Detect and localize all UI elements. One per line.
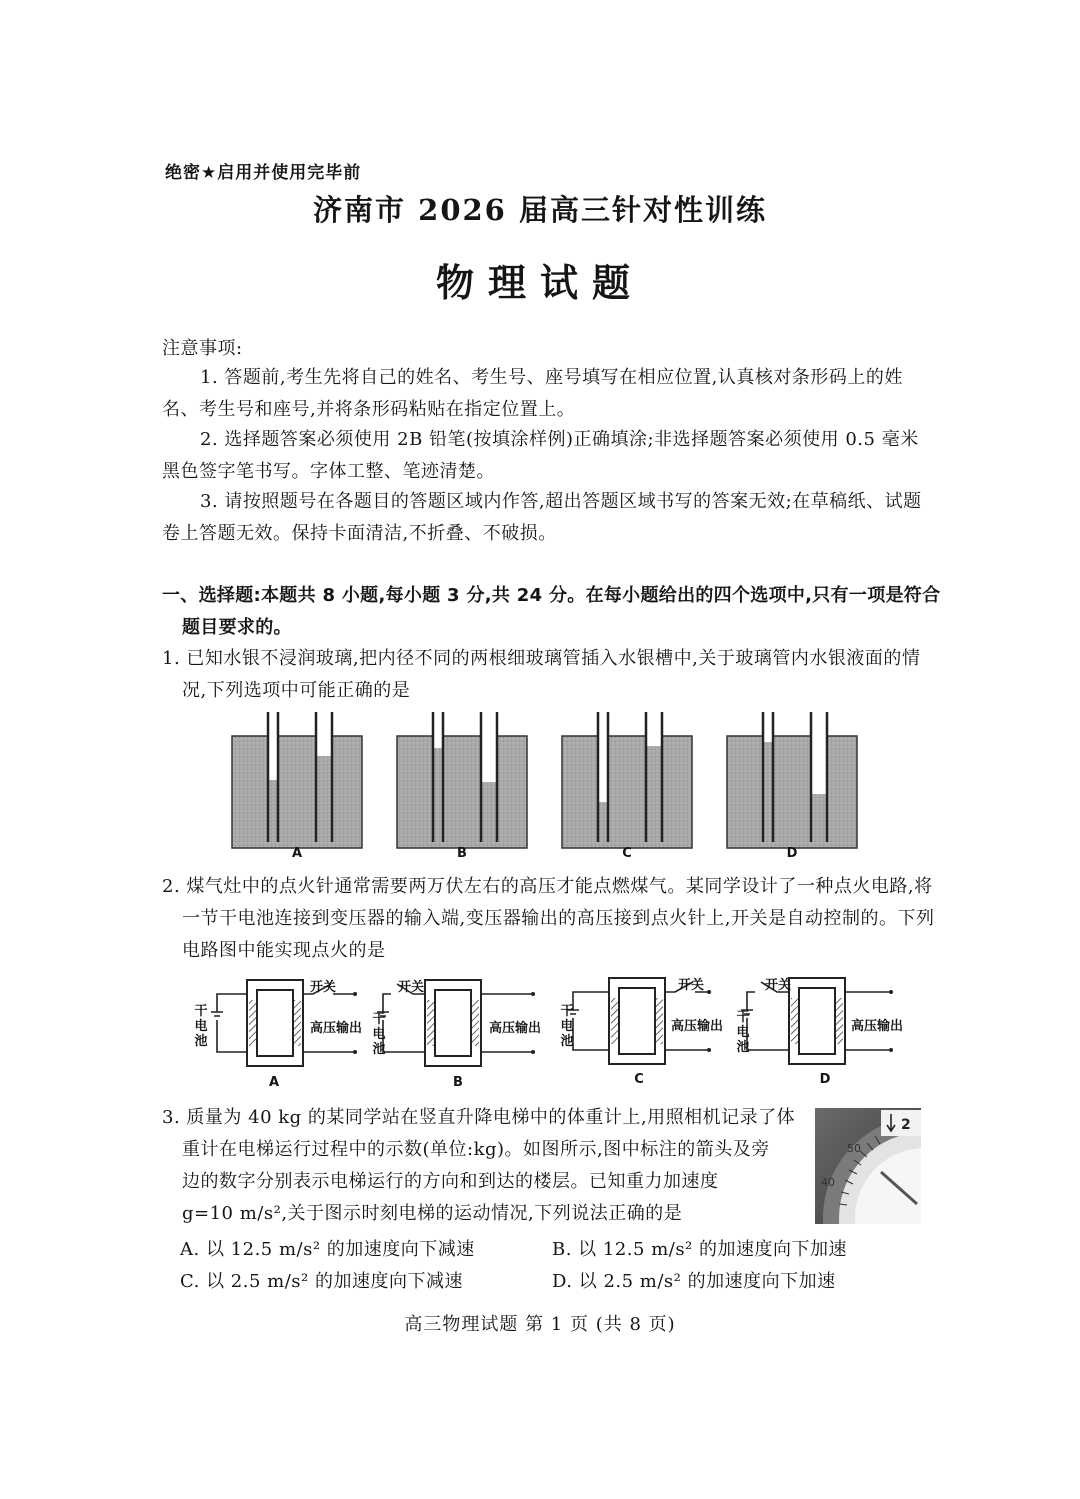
output-label-b: 高压输出 bbox=[489, 1021, 542, 1036]
switch-label-c: 开关 bbox=[678, 978, 705, 993]
switch-label-a: 开关 bbox=[310, 980, 337, 995]
question-2-circuits bbox=[195, 972, 915, 1082]
switch-label-d: 开关 bbox=[765, 978, 792, 993]
figure-label-d: D bbox=[786, 846, 798, 861]
question-1-figures bbox=[230, 712, 860, 862]
question-3-line-2: 重计在电梯运行过程中的示数(单位:kg)。如图所示,图中标注的箭头及旁 bbox=[182, 1139, 770, 1160]
figure-d bbox=[727, 712, 857, 848]
question-1-text: 1. 已知水银不浸润玻璃,把内径不同的两根细玻璃管插入水银槽中,关于玻璃管内水银液面的情况,下列选项中可能正确的是 bbox=[162, 648, 921, 701]
output-label-a: 高压输出 bbox=[310, 1021, 363, 1036]
output-label-d: 高压输出 bbox=[851, 1019, 904, 1034]
circuit-label-a: A bbox=[268, 1075, 280, 1090]
scale-mark-50: 50 bbox=[847, 1142, 861, 1155]
figure-a bbox=[232, 712, 362, 848]
switch-label-b: 开关 bbox=[398, 980, 425, 995]
figure-c bbox=[562, 712, 692, 848]
page-footer: 高三物理试题 第 1 页 (共 8 页) bbox=[404, 1314, 676, 1335]
circuit-label-b: B bbox=[453, 1075, 463, 1090]
subject-title: 物理试题 bbox=[435, 260, 644, 305]
notice-item-2: 2. 选择题答案必须使用 2B 铅笔(按填涂样例)正确填涂;非选择题答案必须使用 0.5 毫米黑色签字笔书写。字体工整、笔迹清楚。 bbox=[162, 429, 919, 482]
notice-item-1: 1. 答题前,考生先将自己的姓名、考生号、座号填写在相应位置,认真核对条形码上的姓名、考生号和座号,并将条形码粘贴在指定位置上。 bbox=[162, 367, 903, 420]
question-2-text: 2. 煤气灶中的点火针通常需要两万伏左右的高压才能点燃煤气。某同学设计了一种点火电路,将一节干电池连接到变压器的输入端,变压器输出的高压接到点火针上,开关是自动控制的。下列电路图中能实现点火的是 bbox=[162, 876, 935, 961]
battery-label-a: 干 电 池 bbox=[194, 1004, 208, 1049]
battery-label-c: 干 电 池 bbox=[560, 1004, 574, 1049]
floor-number: 2 bbox=[901, 1117, 911, 1133]
scale-mark-40: 40 bbox=[821, 1176, 835, 1189]
battery-label-d: 干 电 池 bbox=[736, 1010, 750, 1055]
section-heading: 一、选择题:本题共 8 小题,每小题 3 分,共 24 分。在每小题给出的四个选项中,只有一项是符合题目要求的。 bbox=[162, 585, 941, 638]
option-a: A. 以 12.5 m/s² 的加速度向下减速 bbox=[180, 1239, 475, 1260]
figure-label-c: C bbox=[622, 846, 632, 861]
exam-title: 济南市 2026 届高三针对性训练 bbox=[313, 193, 767, 227]
question-3-line-4: g=10 m/s²,关于图示时刻电梯的运动情况,下列说法正确的是 bbox=[182, 1203, 683, 1224]
circuit-label-c: C bbox=[634, 1072, 644, 1087]
figure-b bbox=[397, 712, 527, 848]
notice-heading: 注意事项: bbox=[162, 338, 243, 359]
battery-label-b: 干 电 池 bbox=[372, 1012, 386, 1057]
question-3-line-3: 边的数字分别表示电梯运行的方向和到达的楼层。已知重力加速度 bbox=[182, 1171, 719, 1192]
notice-item-3: 3. 请按照题号在各题目的答题区域内作答,超出答题区域书写的答案无效;在草稿纸、试题卷上答题无效。保持卡面清洁,不折叠、不破损。 bbox=[162, 491, 922, 544]
option-c: C. 以 2.5 m/s² 的加速度向下减速 bbox=[180, 1271, 463, 1292]
circuit-label-d: D bbox=[819, 1072, 831, 1087]
question-3-line-1: 3. 质量为 40 kg 的某同学站在竖直升降电梯中的体重计上,用照相机记录了体 bbox=[162, 1107, 796, 1128]
option-b: B. 以 12.5 m/s² 的加速度向下加速 bbox=[552, 1239, 847, 1260]
option-d: D. 以 2.5 m/s² 的加速度向下加速 bbox=[552, 1271, 836, 1292]
scale-photo bbox=[815, 1108, 921, 1224]
figure-label-a: A bbox=[291, 846, 303, 861]
figure-label-b: B bbox=[457, 846, 467, 861]
confidential-mark: 绝密★启用并使用完毕前 bbox=[165, 163, 362, 183]
output-label-c: 高压输出 bbox=[671, 1019, 724, 1034]
